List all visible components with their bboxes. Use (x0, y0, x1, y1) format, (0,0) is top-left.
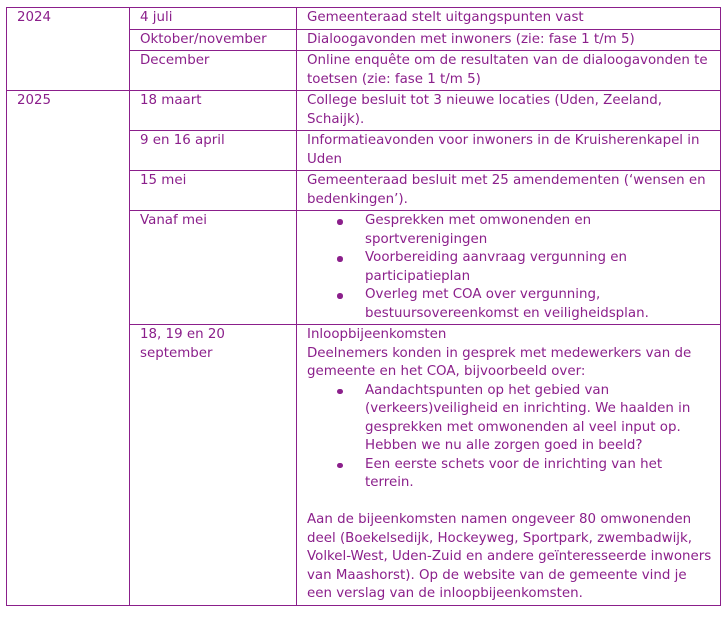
year-cell (7, 8, 130, 91)
date-cell (130, 29, 297, 51)
date-label: Vanaf mei (140, 213, 207, 228)
table-row (7, 8, 721, 30)
date-label: 4 juli (140, 10, 173, 25)
timeline-table (6, 7, 721, 606)
description-cell (297, 91, 721, 131)
list-item: Een eerste schets voor de inrichting van het terrein. (365, 456, 714, 493)
date-label: 18, 19 en 20 september (140, 327, 225, 361)
description-text: Online enquête om de resultaten van de dialoogavonden te toetsen (zie: fase 1 t/m 5) (307, 53, 708, 87)
paragraph-spacer (307, 493, 714, 512)
date-label: 15 mei (140, 173, 187, 188)
date-label: December (140, 53, 210, 68)
description-text: College besluit tot 3 nieuwe locaties (Uden, Zeeland, Schaijk). (307, 93, 662, 127)
section-heading: Inloopbijeenkomsten (307, 327, 447, 342)
date-label: Oktober/november (140, 31, 267, 47)
description-text: Informatieavonden voor inwoners in de Kruisherenkapel in Uden (307, 133, 700, 167)
date-cell (130, 91, 297, 131)
date-cell (130, 211, 297, 325)
bullet-list (307, 382, 714, 493)
bullet-list (307, 212, 714, 323)
description-cell (297, 8, 721, 30)
list-item: Gesprekken met omwonenden en sportverenigingen (365, 212, 714, 249)
table-row (7, 91, 721, 131)
date-label: 18 maart (140, 93, 202, 108)
description-text: Gemeenteraad besluit met 25 amendementen (‘wensen en bedenkingen’). (307, 173, 706, 207)
description-cell (297, 325, 721, 606)
year-cell (7, 91, 130, 606)
year-label: 2025 (17, 93, 52, 108)
intro-text: Deelnemers konden in gesprek met medewerkers van de gemeente en het COA, bijvoorbeeld over: (307, 345, 692, 379)
date-cell (130, 8, 297, 30)
description-cell (297, 51, 721, 91)
description-cell (297, 171, 721, 211)
date-cell (130, 171, 297, 211)
closing-text: Aan de bijeenkomsten namen ongeveer 80 omwonenden deel (Boekelsedijk, Hockeyweg, Sportpark, zwembadwijk, Volkel-West, Uden-Zuid en andere geïnteresseerde inwoners van Maashorst). Op de website van de gemeente vind je een verslag van de inloopbijeenkomsten. (307, 512, 712, 601)
date-cell (130, 131, 297, 171)
date-cell (130, 325, 297, 606)
date-label: 9 en 16 april (140, 133, 225, 148)
description-cell (297, 131, 721, 171)
list-item: Voorbereiding aanvraag vergunning en participatieplan (365, 249, 714, 286)
date-cell (130, 51, 297, 91)
description-text: Dialoogavonden met inwoners (zie: fase 1 t/m 5) (307, 31, 635, 47)
year-label: 2024 (17, 10, 52, 25)
description-cell (297, 211, 721, 325)
list-item: Overleg met COA over vergunning, bestuursovereenkomst en veiligheidsplan. (365, 286, 714, 323)
list-item: Aandachtspunten op het gebied van (verkeers)veiligheid en inrichting. We haalden in gesprekken met omwonenden al veel input op. Hebben we nu alle zorgen goed in beeld? (365, 382, 714, 456)
description-cell (297, 29, 721, 51)
description-text: Gemeenteraad stelt uitgangspunten vast (307, 10, 584, 25)
